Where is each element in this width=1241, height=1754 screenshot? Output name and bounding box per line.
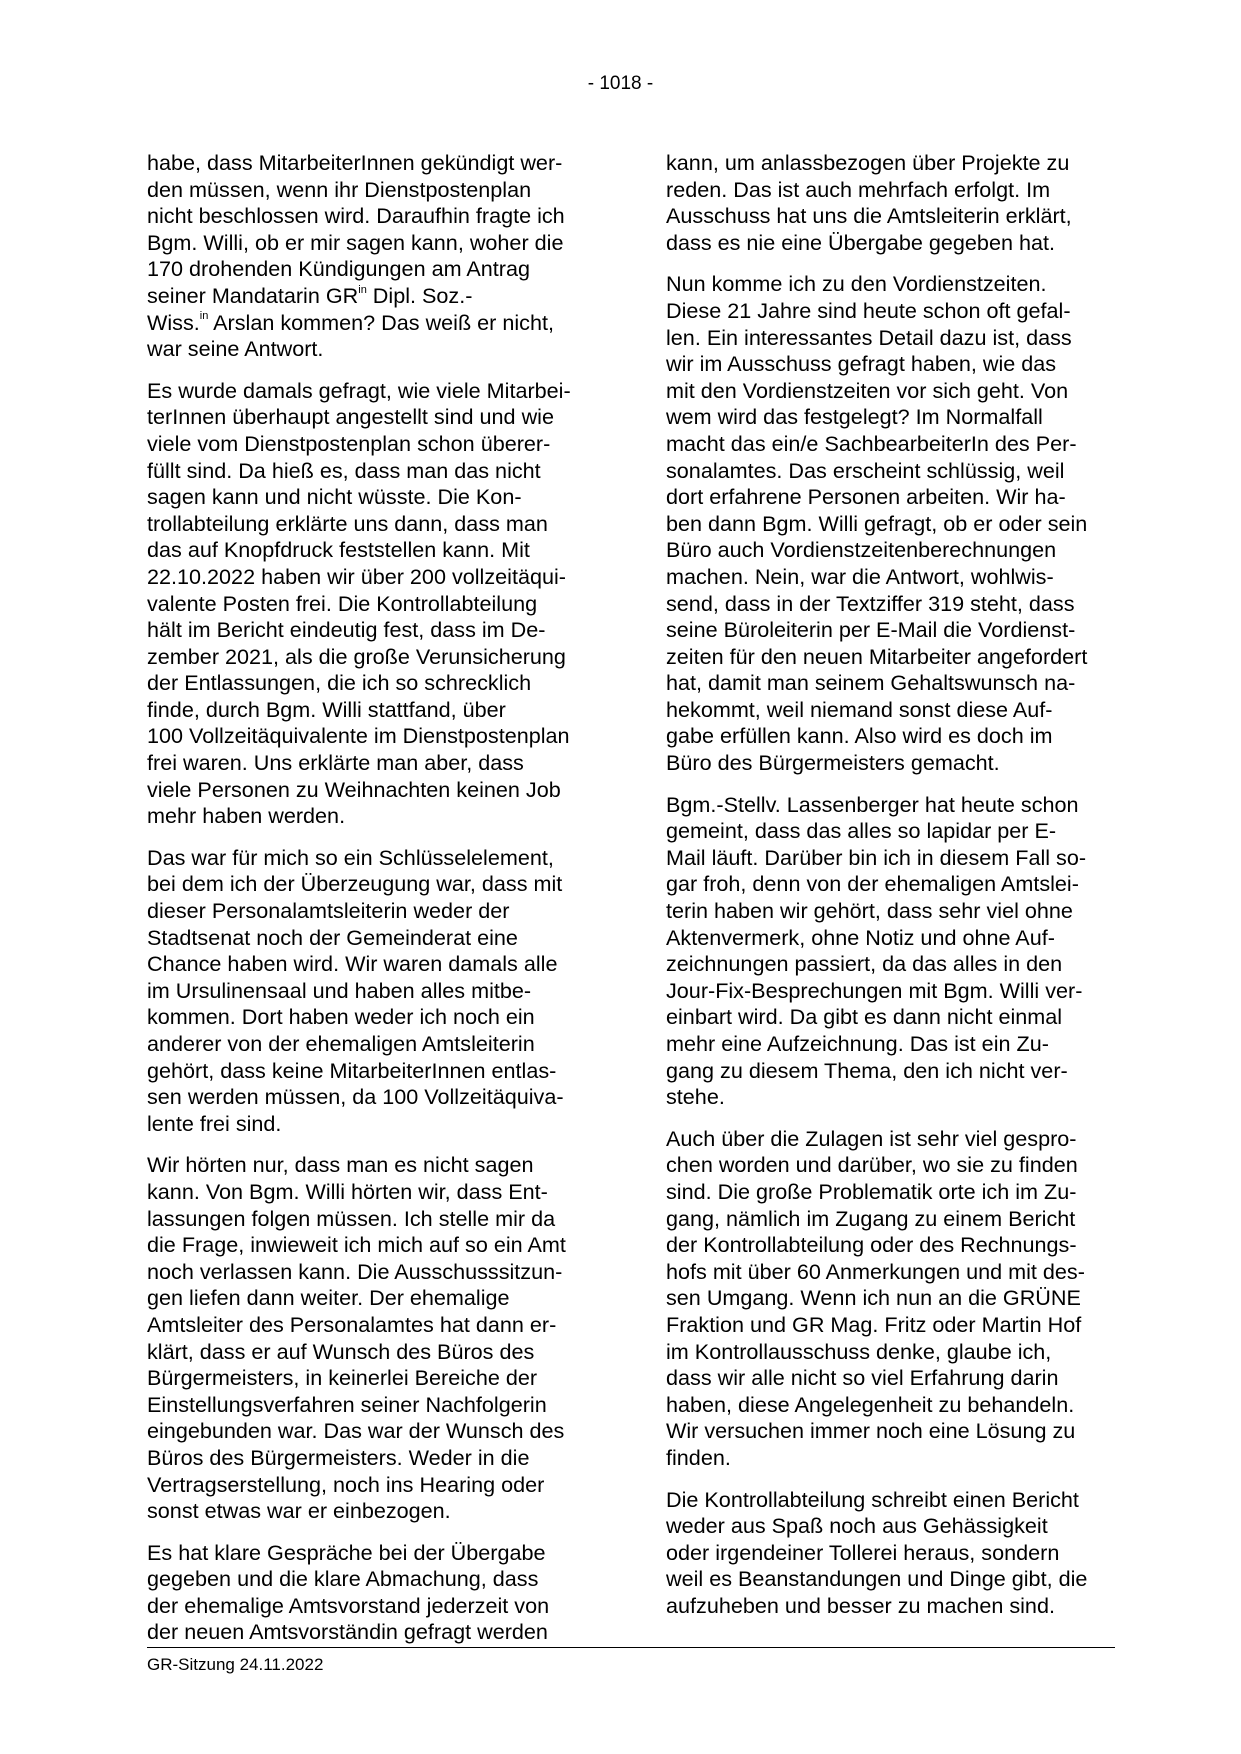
footer-divider: [147, 1647, 1115, 1648]
text-line: das auf Knopfdruck feststellen kann. Mit: [147, 537, 530, 563]
text-line: klärt, dass er auf Wunsch des Büros des: [147, 1338, 535, 1364]
text-line: hält im Bericht eindeutig fest, dass im De-: [147, 617, 546, 643]
superscript: in: [199, 310, 209, 323]
paragraph: [147, 1152, 595, 1524]
text-line: viele vom Dienstpostenplan schon überer-: [147, 430, 551, 456]
footer-session-date: GR-Sitzung 24.11.2022: [147, 1655, 324, 1674]
text-line: zeiten für den neuen Mitarbeiter angefordert: [666, 643, 1088, 669]
text-line: Es wurde damals gefragt, wie viele Mitarbei-: [147, 377, 571, 403]
text-line: trollabteilung erklärte uns dann, dass man: [147, 510, 548, 536]
text-line: gabe erfüllen kann. Also wird es doch im: [666, 723, 1053, 749]
text-line: dieser Personalamtsleiterin weder der: [147, 898, 510, 924]
text-line: Wir versuchen immer noch eine Lösung zu: [666, 1418, 1076, 1444]
text-line: aufzuheben und besser zu machen sind.: [666, 1592, 1055, 1618]
text-line: hekommt, weil niemand sonst diese Auf-: [666, 696, 1053, 722]
text-line: kann. Von Bgm. Willi hörten wir, dass Ent-: [147, 1178, 548, 1204]
text-line: der ehemalige Amtsvorstand jederzeit von: [147, 1592, 550, 1618]
text-line: sagen kann und nicht wüsste. Die Kon-: [147, 484, 522, 510]
text-line: weil es Beanstandungen und Dinge gibt, die: [666, 1566, 1088, 1592]
text-line: mehr haben werden.: [147, 803, 346, 829]
page-number: - 1018 -: [587, 73, 654, 94]
text-line: Die Kontrollabteilung schreibt einen Bericht: [666, 1486, 1079, 1512]
text-line: war seine Antwort.: [147, 336, 324, 362]
text-line: hofs mit über 60 Anmerkungen und mit des-: [666, 1258, 1085, 1284]
text-line: kann, um anlassbezogen über Projekte zu: [666, 150, 1070, 175]
text-line: len. Ein interessantes Detail dazu ist, dass: [666, 324, 1072, 350]
superscript: in: [358, 283, 367, 296]
text-line: weder aus Spaß noch aus Gehässigkeit: [666, 1513, 1048, 1539]
text-line: wir im Ausschuss gefragt haben, wie das: [666, 351, 1057, 377]
text-line: hat, damit man seinem Gehaltswunsch na-: [666, 670, 1076, 696]
text-line: stehe.: [666, 1084, 725, 1110]
text-line: Ausschuss hat uns die Amtsleiterin erklärt,: [666, 203, 1072, 229]
text-line: dass es nie eine Übergabe gegeben hat.: [666, 229, 1055, 255]
text-line: Büro auch Vordienstzeitenberechnungen: [666, 537, 1057, 563]
text-line: Bgm. Willi, ob er mir sagen kann, woher die: [147, 229, 564, 255]
text-line: Stadtsenat noch der Gemeinderat eine: [147, 924, 518, 950]
text-line: kommen. Dort haben weder ich noch ein: [147, 1004, 535, 1030]
text-line: Bgm.-Stellv. Lassenberger hat heute schon: [666, 791, 1079, 817]
text-line: sen werden müssen, da 100 Vollzeitäquiva-: [147, 1084, 564, 1110]
text-line: lassungen folgen müssen. Ich stelle mir da: [147, 1205, 556, 1231]
text-line: sonalamtes. Das erscheint schlüssig, weil: [666, 457, 1065, 483]
text-line: im Kontrollausschuss denke, glaube ich,: [666, 1338, 1052, 1364]
paragraph: [666, 792, 1114, 1111]
text-line: oder irgendeiner Tollerei heraus, sondern: [666, 1539, 1060, 1565]
text-line: Diese 21 Jahre sind heute schon oft gefal-: [666, 297, 1071, 323]
text-line: Jour-Fix-Besprechungen mit Bgm. Willi ver-: [666, 977, 1083, 1003]
text-line: valente Posten frei. Die Kontrollabteilung: [147, 590, 538, 616]
text-line: Mail läuft. Darüber bin ich in diesem Fall so-: [666, 844, 1087, 870]
text-line: Fraktion und GR Mag. Fritz oder Martin Hof: [666, 1311, 1082, 1337]
text-line: zember 2021, als die große Verunsicherung: [147, 643, 566, 669]
text-line: anderer von der ehemaligen Amtsleiterin: [147, 1031, 535, 1056]
text-line: wem wird das festgelegt? Im Normalfall: [666, 404, 1043, 430]
text-line: sonst etwas war er einbezogen.: [147, 1498, 451, 1524]
text-line: dass wir alle nicht so viel Erfahrung darin: [666, 1365, 1059, 1391]
text-line: eingebunden war. Das war der Wunsch des: [147, 1418, 565, 1444]
right-column: [666, 150, 1114, 1634]
text-line: bei dem ich der Überzeugung war, dass mit: [147, 871, 563, 897]
line-part: seiner Mandatarin GR: [147, 282, 359, 308]
paragraph: [147, 1540, 595, 1646]
left-column: [147, 150, 595, 1661]
text-line: terInnen überhaupt angestellt sind und wie: [147, 404, 554, 430]
text-line: Vertragserstellung, noch ins Hearing oder: [147, 1471, 545, 1497]
text-line: der Entlassungen, die ich so schrecklich: [147, 670, 532, 696]
paragraph: [666, 271, 1114, 776]
text-line: den müssen, wenn ihr Dienstpostenplan: [147, 176, 532, 202]
text-line: sen Umgang. Wenn ich nun an die GRÜNE: [666, 1285, 1081, 1311]
text-line: macht das ein/e SachbearbeiterIn des Per-: [666, 430, 1077, 456]
text-line: gegeben und die klare Abmachung, dass: [147, 1566, 539, 1592]
text-line: [147, 310, 595, 337]
text-line: mehr eine Aufzeichnung. Das ist ein Zu-: [666, 1031, 1049, 1056]
text-line: gar froh, denn von der ehemaligen Amtslei-: [666, 871, 1079, 897]
text-line: gemeint, dass das alles so lapidar per E-: [666, 818, 1057, 844]
paragraph: [147, 378, 595, 830]
text-line: lente frei sind.: [147, 1110, 282, 1136]
text-line: send, dass in der Textziffer 319 steht, dass: [666, 590, 1075, 616]
text-line: Aktenvermerk, ohne Notiz und ohne Auf-: [666, 924, 1055, 950]
text-line: gen liefen dann weiter. Der ehemalige: [147, 1285, 510, 1311]
text-line: gang zu diesem Thema, den ich nicht ver-: [666, 1057, 1068, 1083]
text-line: 170 drohenden Kündigungen am Antrag: [147, 256, 531, 282]
text-line: [147, 283, 595, 310]
text-line: nicht beschlossen wird. Daraufhin fragte ich: [147, 203, 565, 229]
paragraph: [666, 1487, 1114, 1620]
text-line: Nun komme ich zu den Vordienstzeiten.: [666, 271, 1047, 297]
text-line: finden.: [666, 1444, 731, 1470]
text-line: mit den Vordienstzeiten vor sich geht. Von: [666, 377, 1069, 403]
text-line: chen worden und darüber, wo sie zu finden: [666, 1152, 1078, 1178]
line-part: Dipl. Soz.-: [366, 282, 473, 308]
text-line: machen. Nein, war die Antwort, wohlwis-: [666, 563, 1054, 589]
text-line: füllt sind. Da hieß es, dass man das nicht: [147, 457, 541, 483]
text-line: Büro des Bürgermeisters gemacht.: [666, 750, 1000, 776]
text-line: haben, diese Angelegenheit zu behandeln.: [666, 1391, 1075, 1417]
text-line: Amtsleiter des Personalamtes hat dann er-: [147, 1311, 557, 1337]
text-line: finde, durch Bgm. Willi stattfand, über: [147, 696, 506, 722]
paragraph: [666, 1126, 1114, 1472]
line-part: Arslan kommen? Das weiß er nicht,: [208, 309, 554, 335]
text-line: Büros des Bürgermeisters. Weder in die: [147, 1444, 530, 1470]
text-line: Wir hörten nur, dass man es nicht sagen: [147, 1152, 534, 1178]
text-line: einbart wird. Da gibt es dann nicht einmal: [666, 1004, 1063, 1030]
text-line: viele Personen zu Weihnachten keinen Job: [147, 776, 561, 802]
text-line: gang, nämlich im Zugang zu einem Bericht: [666, 1205, 1076, 1231]
text-line: habe, dass MitarbeiterInnen gekündigt wer-: [147, 150, 563, 175]
text-line: dort erfahrene Personen arbeiten. Wir ha-: [666, 484, 1066, 510]
text-line: Einstellungsverfahren seiner Nachfolgerin: [147, 1391, 547, 1417]
text-line: Das war für mich so ein Schlüsselelement,: [147, 844, 554, 870]
text-line: seine Büroleiterin per E-Mail die Vordienst-: [666, 617, 1076, 643]
text-line: der Kontrollabteilung oder des Rechnungs-: [666, 1232, 1077, 1258]
text-line: 22.10.2022 haben wir über 200 vollzeitäqui-: [147, 563, 566, 589]
text-line: noch verlassen kann. Die Ausschusssitzun-: [147, 1258, 563, 1284]
paragraph: [666, 150, 1114, 256]
text-line: reden. Das ist auch mehrfach erfolgt. Im: [666, 176, 1051, 202]
text-line: Auch über die Zulagen ist sehr viel gespro-: [666, 1125, 1077, 1151]
text-line: Es hat klare Gespräche bei der Übergabe: [147, 1539, 546, 1565]
text-line: 100 Vollzeitäquivalente im Dienstpostenplan: [147, 723, 570, 749]
paragraph: [147, 150, 595, 363]
text-line: Chance haben wird. Wir waren damals alle: [147, 951, 558, 977]
text-line: ben dann Bgm. Willi gefragt, ob er oder sein: [666, 510, 1088, 536]
text-line: sind. Die große Problematik orte ich im Zu-: [666, 1178, 1077, 1204]
text-line: Bürgermeisters, in keinerlei Bereiche der: [147, 1365, 538, 1391]
text-line: frei waren. Uns erklärte man aber, dass: [147, 750, 524, 776]
text-line: im Ursulinensaal und haben alles mitbe-: [147, 977, 532, 1003]
text-line: der neuen Amtsvorständin gefragt werden: [147, 1619, 548, 1645]
line-part: Wiss.: [147, 309, 200, 335]
text-line: terin haben wir gehört, dass sehr viel ohne: [666, 898, 1073, 924]
text-line: die Frage, inwieweit ich mich auf so ein Amt: [147, 1232, 566, 1258]
text-line: gehört, dass keine MitarbeiterInnen entlas-: [147, 1057, 557, 1083]
text-line: zeichnungen passiert, da das alles in den: [666, 951, 1063, 977]
paragraph: [147, 845, 595, 1138]
